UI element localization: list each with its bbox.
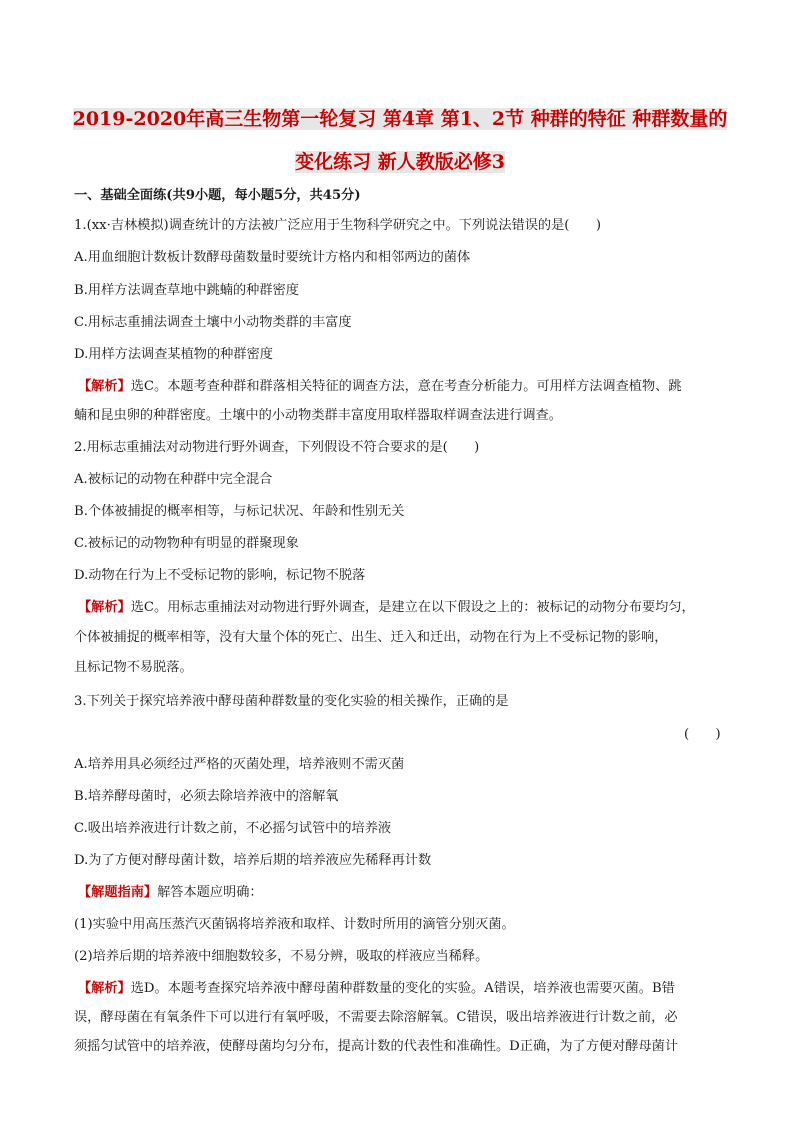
question-3-analysis-line-1: 【解析】选D。本题考查探究培养液中酵母菌种群数量的变化的实验。A错误，培养液也需要灭菌。B错 xyxy=(78,981,675,996)
document-title-line-1: 2019-2020年高三生物第一轮复习 第4章 第1、2节 种群的特征 种群数量的 xyxy=(72,108,728,130)
question-1-option-a: A.用血细胞计数板计数酵母菌数量时要统计方格内和相邻两边的菌体 xyxy=(74,250,471,265)
question-2-option-a: A.被标记的动物在种群中完全混合 xyxy=(74,472,273,487)
section-heading: 一、基础全面练(共9小题，每小题5分，共45分) xyxy=(74,188,361,203)
question-3-guide-point-2: (2)培养后期的培养液中细胞数较多，不易分辨，吸取的样液应当稀释。 xyxy=(74,949,489,964)
analysis-tag: 【解析】 xyxy=(78,379,131,394)
question-3-analysis-line-3: 须摇匀试管中的培养液，使酵母菌均匀分布，提高计数的代表性和准确性。D正确，为了方便对酵母菌计 xyxy=(74,1039,679,1054)
question-3-option-b: B.培养酵母菌时，必须去除培养液中的溶解氧 xyxy=(74,789,339,804)
question-3-guide-intro: 【解题指南】解答本题应明确： xyxy=(78,885,263,900)
question-2-analysis-line-2: 个体被捕捉的概率相等，没有大量个体的死亡、出生、迁入和迁出，动物在行为上不受标记物的影响， xyxy=(74,630,668,645)
document-title-line-2: 变化练习 新人教版必修3 xyxy=(295,151,505,173)
question-1-option-d: D.用样方法调查某植物的种群密度 xyxy=(74,347,273,362)
question-2-analysis-line-1: 【解析】选C。用标志重捕法对动物进行野外调查，是建立在以下假设之上的：被标记的动物分布要均匀， xyxy=(78,600,695,615)
question-1-option-c: C.用标志重捕法调查土壤中小动物类群的丰富度 xyxy=(74,315,352,330)
question-1-analysis-line-2: 蝻和昆虫卵的种群密度。土壤中的小动物类群丰富度用取样器取样调查法进行调查。 xyxy=(74,408,562,423)
question-1-analysis-line-1: 【解析】选C。本题考查种群和群落相关特征的调查方法，意在考查分析能力。可用样方法调查植物、跳 xyxy=(78,379,682,394)
question-2-stem: 2.用标志重捕法对动物进行野外调查，下列假设不符合要求的是( ) xyxy=(74,440,480,455)
analysis-tag: 【解析】 xyxy=(78,600,131,615)
question-2-option-b: B.个体被捕捉的概率相等，与标记状况、年龄和性别无关 xyxy=(74,504,405,519)
question-3-analysis-line-2: 误，酵母菌在有氧条件下可以进行有氧呼吸，不需要去除溶解氧。C错误，吸出培养液进行计数之前，必 xyxy=(74,1010,678,1025)
question-2-analysis-line-3: 且标记物不易脱落。 xyxy=(74,660,193,675)
question-3-option-a: A.培养用具必须经过严格的灭菌处理，培养液则不需灭菌 xyxy=(74,757,405,772)
question-2-option-c: C.被标记的动物物种有明显的群聚现象 xyxy=(74,536,299,551)
question-3-guide-point-1: (1)实验中用高压蒸汽灭菌锅将培养液和取样、计数时所用的滴管分别灭菌。 xyxy=(74,917,515,932)
guide-tag: 【解题指南】 xyxy=(78,885,158,900)
analysis-tag: 【解析】 xyxy=(78,981,131,996)
question-1-option-b: B.用样方法调查草地中跳蝻的种群密度 xyxy=(74,283,299,298)
question-3-option-c: C.吸出培养液进行计数之前，不必摇匀试管中的培养液 xyxy=(74,821,392,836)
question-3-option-d: D.为了方便对酵母菌计数，培养后期的培养液应先稀释再计数 xyxy=(74,853,432,868)
question-3-answer-bracket: ( ) xyxy=(684,727,721,742)
question-2-option-d: D.动物在行为上不受标记物的影响，标记物不脱落 xyxy=(74,568,366,583)
question-1-stem: 1.(xx·吉林模拟)调查统计的方法被广泛应用于生物科学研究之中。下列说法错误的是( ) xyxy=(74,218,601,233)
question-3-stem: 3.下列关于探究培养液中酵母菌种群数量的变化实验的相关操作，正确的是 xyxy=(74,694,509,709)
